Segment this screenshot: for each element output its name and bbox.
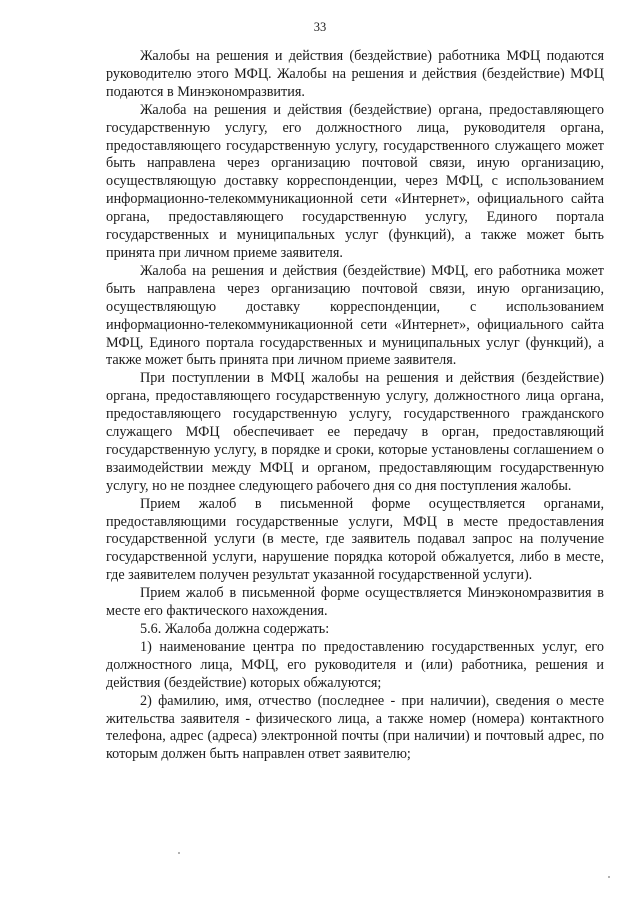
section-heading-complaint-contents: 5.6. Жалоба должна содержать: — [140, 621, 330, 637]
paragraph-written-complaints-agencies: Прием жалоб в письменной форме осуществляется органами, предоставляющими государственные услуги, МФЦ в месте предоставления государственной услуги (в месте, где заявитель подавал запрос на получение государственной услуги, нарушение порядка которой обжалуется, либо в месте, где заявителем получен результат указанной государственной услуги). — [106, 495, 604, 584]
paragraph-complaint-mfc-channels: Жалоба на решения и действия (бездействие) МФЦ, его работника может быть направлена через организацию почтовой связи, иную организацию, осуществляющую доставку корреспонденции, с использованием информационно-телекоммуникационной сети «Интернет», официального сайта МФЦ, Единого портала государственных и муниципальных услуг (функций), а также может быть принята при личном приеме заявителя. — [106, 262, 604, 369]
paragraph-complaint-transfer: При поступлении в МФЦ жалобы на решения и действия (бездействие) органа, предоставляющего государственную услугу, должностного лица органа, предоставляющего государственную услугу, государственного гражданского служащего МФЦ обеспечивает ее передачу в орган, предоставляющий государственную услугу, в порядке и сроки, которые установлены соглашением о взаимодействии между МФЦ и органом, предоставляющим государственную услугу, но не позднее следующего рабочего дня со дня поступления жалобы. — [106, 370, 604, 494]
scan-speck — [178, 852, 180, 854]
page-number: 33 — [313, 20, 327, 34]
paragraph-complaint-submission-channels: Жалоба на решения и действия (бездействие) органа, предоставляющего государственную услугу, его должностного лица, руководителя органа, предоставляющего государственную услугу, государственного служащего может быть направлена через организацию почтовой связи, иную организацию, осуществляющую доставку корреспонденции, через МФЦ, с использованием информационно-телекоммуникационной сети «Интернет», официального сайта органа, предоставляющего государственную услугу, Единого портала государственных и муниципальных услуг (функций), а также может быть принята при личном приеме заявителя. — [106, 101, 604, 261]
paragraph-written-complaints-ministry: Прием жалоб в письменной форме осуществляется Минэкономразвития в месте его фактического нахождения. — [106, 585, 604, 620]
paragraph-complaints-mfc-worker: Жалобы на решения и действия (бездействие) работника МФЦ подаются руководителю этого МФЦ. Жалобы на решения и действия (бездействие) МФЦ подаются в Минэкономразвития. — [106, 48, 604, 100]
document-body — [106, 48, 604, 764]
scan-speck — [608, 876, 610, 878]
list-item-1: 1) наименование центра по предоставлению государственных услуг, его должностного лица, МФЦ, его руководителя и (или) работника, решения и действия (бездействие) которых обжалуются; — [106, 638, 604, 691]
list-item-2: 2) фамилию, имя, отчество (последнее - при наличии), сведения о месте жительства заявителя - физического лица, а также номер (номера) контактного телефона, адрес (адреса) электронной почты (при наличии) и почтовый адрес, по которым должен быть направлен ответ заявителю; — [106, 692, 604, 763]
